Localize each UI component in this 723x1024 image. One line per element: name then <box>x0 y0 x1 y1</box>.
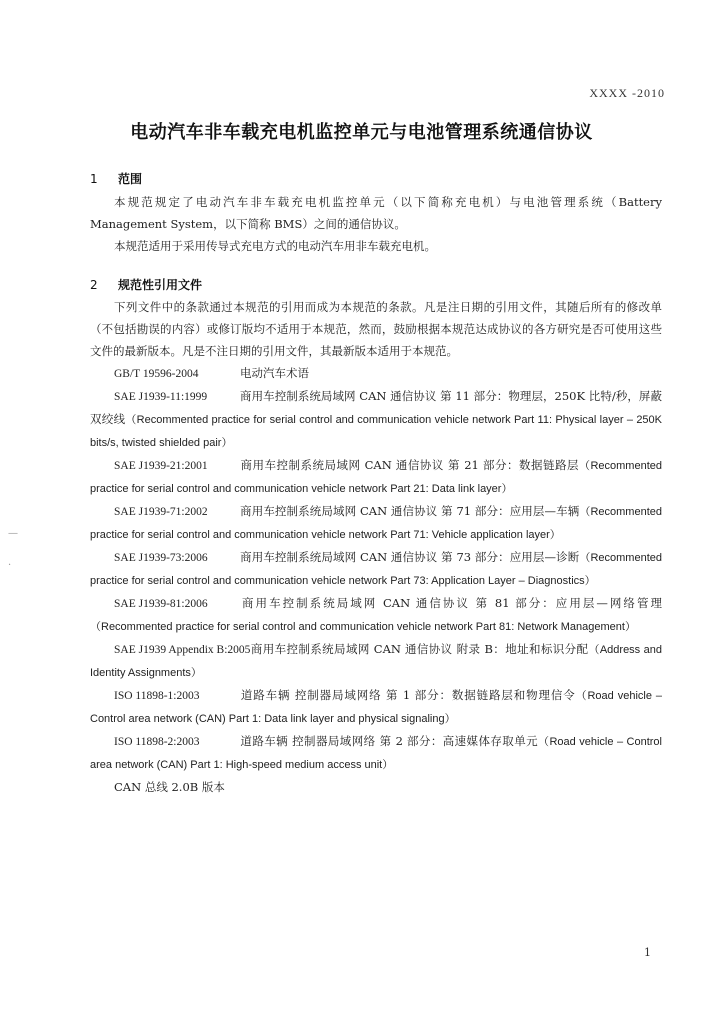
document-code: XXXX -2010 <box>589 86 665 100</box>
reference-title-en: （Road vehicle – Control area network (CAN) Part 1: High-speed medium access unit） <box>90 736 662 771</box>
reference-title-en: （Recommented practice for serial control and communication vehicle network Part 11: Physical layer – 250K bits/s, twisted shielded pair） <box>90 414 663 449</box>
reference-title-en: （Recommented practice for serial control and communication vehicle network Part 21: Data link layer） <box>90 460 662 495</box>
reference-title-cn: 商用车控制系统局域网 CAN 通信协议 附录 B：地址和标识分配 <box>250 642 589 656</box>
reference-item <box>90 638 662 684</box>
reference-code: SAE J1939 Appendix B:2005 <box>114 644 251 656</box>
section-1-paragraph-1: 本规范规定了电动汽车非车载充电机监控单元（以下简称充电机）与电池管理系统（Battery Management System，以下简称 BMS）之间的通信协议。 <box>90 195 662 231</box>
reference-title-en: （Recommented practice for serial control and communication vehicle network Part 71: Vehicle application layer） <box>90 506 662 541</box>
section-2-body <box>90 296 662 798</box>
reference-title-en: （Address and Identity Assignments） <box>90 644 662 679</box>
reference-code: SAE J1939-81:2006 <box>114 598 208 610</box>
reference-title-cn: 商用车控制系统局域网 CAN 通信协议 第 71 部分：应用层—车辆 <box>240 504 580 518</box>
section-1-paragraph-2: 本规范适用于采用传导式充电方式的电动汽车用非车载充电机。 <box>114 239 436 253</box>
reference-code: SAE J1939-71:2002 <box>114 506 208 518</box>
reference-title-en: （Recommented practice for serial control and communication vehicle network Part 73: Application Layer – Diagnostics） <box>90 552 662 587</box>
section-2-title: 规范性引用文件 <box>118 278 203 292</box>
reference-title-cn: 商用车控制系统局域网 CAN 通信协议 第 11 部分：物理层，250K 比特/秒，屏蔽双绞线 <box>90 389 662 426</box>
reference-code: SAE J1939-11:1999 <box>114 391 208 403</box>
scan-margin-mark: — <box>8 528 18 539</box>
reference-code: SAE J1939-21:2001 <box>114 460 208 472</box>
reference-item <box>90 385 662 454</box>
section-1-number: 1 <box>90 172 98 186</box>
reference-item <box>90 684 662 730</box>
document-title: 电动汽车非车载充电机监控单元与电池管理系统通信协议 <box>130 122 593 143</box>
reference-title-cn: 道路车辆 控制器局域网络 第 1 部分：数据链路层和物理信令 <box>240 688 576 702</box>
section-2-intro: 下列文件中的条款通过本规范的引用而成为本规范的条款。凡是注日期的引用文件，其随后所有的修改单（不包括勘误的内容）或修订版均不适用于本规范，然而，鼓励根据本规范达成协议的各方研究是否可使用这些文件的最新版本。凡是不注日期的引用文件，其最新版本适用于本规范。 <box>90 300 662 358</box>
reference-code: GB/T 19596-2004 <box>114 368 199 380</box>
reference-item <box>90 592 662 638</box>
reference-item <box>90 454 662 500</box>
page-number: 1 <box>644 946 651 959</box>
reference-title-en: （Recommented practice for serial control and communication vehicle network Part 81: Network Management） <box>90 621 636 633</box>
reference-title-cn: 道路车辆 控制器局域网络 第 2 部分：高速媒体存取单元 <box>240 734 539 748</box>
reference-item <box>90 730 662 776</box>
reference-item <box>90 362 662 385</box>
reference-item <box>90 500 662 546</box>
section-1-body <box>90 191 662 257</box>
reference-title-cn: 商用车控制系统局域网 CAN 通信协议 第 21 部分：数据链路层 <box>240 458 579 472</box>
reference-code: SAE J1939-73:2006 <box>114 552 208 564</box>
reference-item <box>90 546 662 592</box>
reference-code: ISO 11898-2:2003 <box>114 736 200 748</box>
scan-margin-mark: · <box>8 560 12 571</box>
section-1-title: 范围 <box>118 172 143 186</box>
reference-title-cn: 电动汽车术语 <box>240 366 309 380</box>
reference-title-cn: 商用车控制系统局域网 CAN 通信协议 第 73 部分：应用层—诊断 <box>240 550 580 564</box>
reference-code: ISO 11898-1:2003 <box>114 690 200 702</box>
section-2-heading <box>90 276 202 293</box>
section-2-number: 2 <box>90 278 98 292</box>
reference-title-en: （Road vehicle – Control area network (CAN) Part 1: Data link layer and physical signaling） <box>90 690 662 725</box>
reference-can-version: CAN 总线 2.0B 版本 <box>114 780 225 794</box>
reference-title-cn: 商用车控制系统局域网 CAN 通信协议 第 81 部分：应用层—网络管理 <box>240 596 662 610</box>
section-1-heading <box>90 170 142 187</box>
